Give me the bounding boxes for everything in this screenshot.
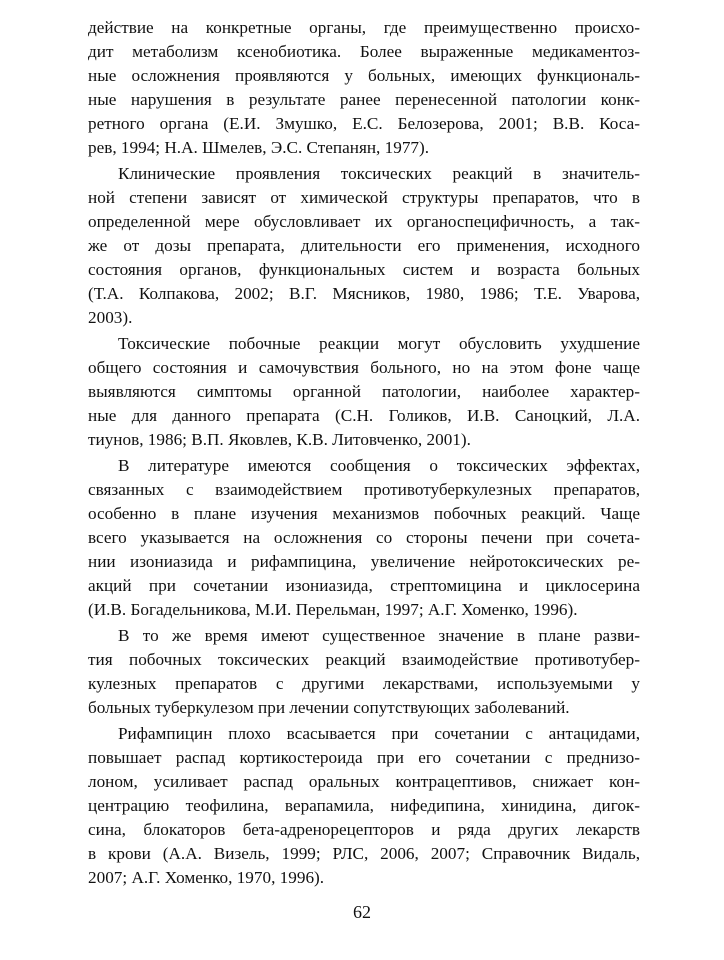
text-line: Рифампицин плохо всасывается при сочетании с антацидами,: [118, 724, 640, 743]
text-line: Клинические проявления токсических реакций в значитель-: [118, 164, 640, 183]
text-line: нии изониазида и рифампицина, увеличение нейротоксических ре-: [88, 552, 640, 571]
text-line: 2007; А.Г. Хоменко, 1970, 1996).: [88, 868, 325, 887]
text-line: В то же время имеют существенное значение в плане разви-: [118, 626, 640, 645]
text-line: тиунов, 1986; В.П. Яковлев, К.В. Литовченко, 2001).: [88, 430, 471, 449]
text-line: повышает распад кортикостероида при его сочетании с преднизо-: [88, 748, 640, 767]
text-line: сина, блокаторов бета-адренорецепторов и ряда других лекарств: [88, 820, 640, 839]
text-line: 2003).: [88, 308, 133, 327]
text-line: состояния органов, функциональных систем и возраста больных: [88, 260, 640, 279]
text-line: рев, 1994; Н.А. Шмелев, Э.С. Степанян, 1977).: [88, 138, 430, 157]
text-line: акций при сочетании изониазида, стрептомицина и циклосерина: [88, 576, 640, 595]
text-line: ные для данного препарата (С.Н. Голиков, И.В. Саноцкий, Л.А.: [88, 406, 640, 425]
text-line: в крови (А.А. Визель, 1999; РЛС, 2006, 2007; Справочник Видаль,: [88, 844, 640, 863]
text-line: действие на конкретные органы, где преимущественно происхо-: [88, 18, 640, 37]
text-line: (Т.А. Колпакова, 2002; В.Г. Мясников, 1980, 1986; Т.Е. Уварова,: [88, 284, 640, 303]
text-line: Токсические побочные реакции могут обусловить ухудшение: [118, 334, 640, 353]
text-line: же от дозы препарата, длительности его применения, исходного: [88, 236, 640, 255]
text-line: (И.В. Богадельникова, М.И. Перельман, 1997; А.Г. Хоменко, 1996).: [88, 600, 578, 619]
text-line: ные нарушения в результате ранее перенесенной патологии конк-: [88, 90, 640, 109]
text-line: определенной мере обусловливает их органоспецифичность, а так-: [88, 212, 640, 231]
text-line: В литературе имеются сообщения о токсических эффектах,: [118, 456, 640, 475]
text-line: ные осложнения проявляются у больных, имеющих функциональ-: [88, 66, 640, 85]
text-line: дит метаболизм ксенобиотика. Более выраженные медикаментоз-: [88, 42, 640, 61]
text-line: ной степени зависят от химической структуры препаратов, что в: [88, 188, 640, 207]
text-line: кулезных препаратов с другими лекарствами, используемыми у: [88, 674, 640, 693]
text-line: особенно в плане изучения механизмов побочных реакций. Чаще: [88, 504, 640, 523]
text-line: общего состояния и самочувствия больного, но на этом фоне чаще: [88, 358, 640, 377]
page-number: 62: [353, 902, 371, 922]
text-line: центрацию теофилина, верапамила, нифедипина, хинидина, дигок-: [88, 796, 640, 815]
text-line: всего указывается на осложнения со стороны печени при сочета-: [88, 528, 640, 547]
text-line: ретного органа (Е.И. Змушко, Е.С. Белозерова, 2001; В.В. Коса-: [88, 114, 640, 133]
text-line: связанных с взаимодействием противотуберкулезных препаратов,: [88, 480, 640, 499]
text-line: лоном, усиливает распад оральных контрацептивов, снижает кон-: [88, 772, 640, 791]
text-line: больных туберкулезом при лечении сопутствующих заболеваний.: [88, 698, 570, 717]
text-line: тия побочных токсических реакций взаимодействие противотубер-: [88, 650, 640, 669]
text-line: выявляются симптомы органной патологии, наиболее характер-: [88, 382, 640, 401]
